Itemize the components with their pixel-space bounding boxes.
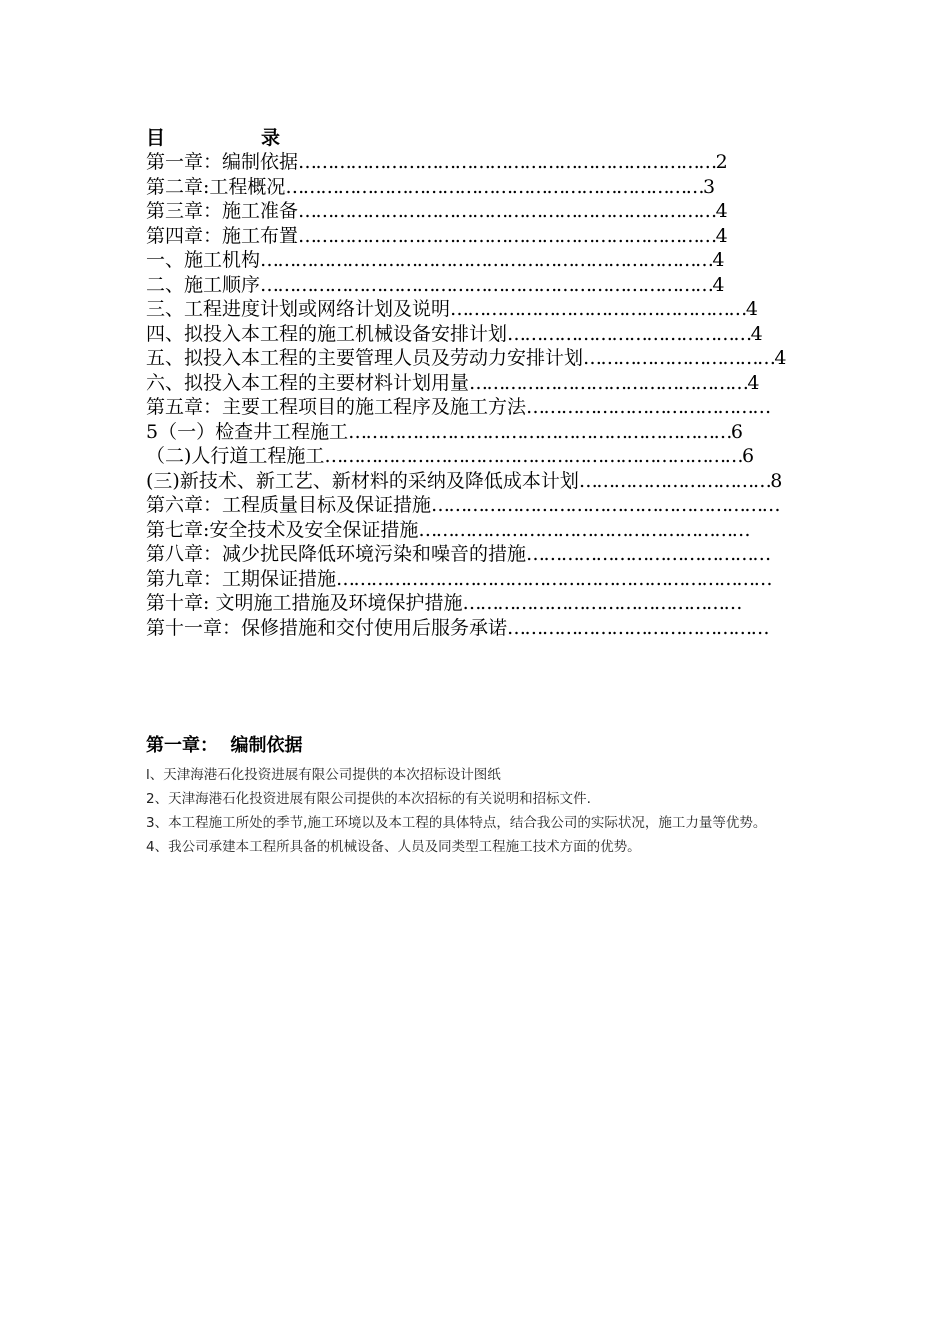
toc-entry — [146, 395, 866, 420]
toc-entry — [146, 371, 866, 396]
toc-entry — [146, 346, 866, 371]
toc-entry-page: 4 — [774, 347, 787, 369]
toc-entry-page: 8 — [770, 469, 783, 492]
toc-entry — [146, 273, 866, 298]
toc-entry — [146, 150, 866, 175]
toc-entry-label: 四、拟投入本工程的施工机械设备安排计划 — [146, 322, 508, 345]
toc-entry — [146, 542, 866, 567]
toc-entry-page: 2 — [715, 151, 728, 173]
toc-entry-page: 4 — [747, 371, 760, 394]
toc-entry-page: 3 — [703, 175, 716, 198]
toc-entry-label: 5（一）检查井工程施工 — [146, 420, 349, 443]
toc-entry-label: 第二章:工程概况 — [146, 175, 286, 198]
chapter-1-paragraph: 4、我公司承建本工程所具备的机械设备、人员及同类型工程施工技术方面的优势。 — [146, 839, 641, 855]
toc-entry-page: 4 — [712, 273, 725, 296]
toc-entry-label: 第三章：施工准备 — [146, 200, 299, 222]
toc-entry — [146, 518, 866, 543]
chapter-1-section — [146, 733, 866, 859]
toc-entry-page: 4 — [745, 298, 758, 320]
toc-entry-label: 五、拟投入本工程的主要管理人员及劳动力安排计划 — [146, 347, 584, 369]
toc-entry-page: 4 — [715, 224, 728, 247]
toc-entry-label: 第七章:安全技术及安全保证措施 — [146, 518, 419, 541]
toc-entry-leader: …………………………………………………………………… — [260, 273, 713, 296]
toc-entry-label: （二)人行道工程施工 — [146, 445, 325, 467]
toc-entry-label: 六、拟投入本工程的主要材料计划用量 — [146, 371, 470, 394]
toc-entry-label: 三、工程进度计划或网络计划及说明 — [146, 298, 451, 320]
toc-entry-leader: …………………………… — [578, 469, 771, 492]
toc-entry — [146, 591, 866, 616]
toc-entry-leader: …………………………………………………………………… — [260, 249, 713, 271]
chapter-1-paragraph: 2、天津海港石化投资进展有限公司提供的本次招标的有关说明和招标文件. — [146, 791, 591, 807]
toc-title-left: 目 — [146, 127, 166, 149]
toc-entry-label: 第八章：减少扰民降低环境污染和噪音的措施 — [146, 543, 527, 565]
table-of-contents — [146, 126, 866, 640]
toc-entry-label: 一、施工机构 — [146, 249, 261, 271]
toc-entry — [146, 248, 866, 273]
toc-entry-page: 4 — [715, 200, 728, 222]
toc-entry-leader: ………………………………………………………… — [348, 420, 731, 443]
toc-entry-leader: ……………………………………………………………… — [298, 151, 716, 173]
toc-entry-page: 4 — [712, 249, 725, 271]
toc-entry — [146, 297, 866, 322]
toc-entry-leader: ………………………………………………………………… — [336, 567, 772, 590]
chapter-1-heading: 第一章： 编制依据 — [146, 735, 303, 756]
toc-entry-leader: ……………………………………… — [507, 616, 769, 639]
toc-entry — [146, 493, 866, 518]
toc-entry-leader: …………………………………………… — [450, 298, 746, 320]
toc-entry-label: 第十一章：保修措施和交付使用后服务承诺 — [146, 616, 508, 639]
toc-entry — [146, 175, 866, 200]
toc-entry-leader: ………………………………………… — [469, 371, 748, 394]
toc-entry-leader: …………………………………… — [507, 322, 751, 345]
toc-entry-leader: …………………………………… — [526, 543, 770, 565]
toc-entry — [146, 224, 866, 249]
toc-entry — [146, 322, 866, 347]
toc-entry — [146, 199, 866, 224]
toc-entry — [146, 444, 866, 469]
toc-entry-leader: ………………………………………………… — [418, 518, 750, 541]
toc-entry-page: 4 — [750, 322, 763, 345]
toc-entry-label: 第五章：主要工程项目的施工程序及施工方法 — [146, 396, 527, 418]
toc-entry-leader: …………………………………… — [526, 396, 770, 418]
toc-entry — [146, 567, 866, 592]
toc-entry-page: 6 — [730, 420, 743, 443]
toc-entry-leader: ……………………………………………………………… — [324, 445, 743, 467]
toc-entry-label: 第九章：工期保证措施 — [146, 567, 337, 590]
toc-entry-label: 第六章：工程质量目标及保证措施 — [146, 494, 432, 516]
toc-entry-label: 第十章: 文明施工措施及环境保护措施 — [146, 592, 463, 614]
toc-entry-label: 第四章：施工布置 — [146, 224, 299, 247]
toc-entry-label: 第一章：编制依据 — [146, 151, 299, 173]
toc-title-right: 录 — [261, 127, 281, 149]
chapter-1-paragraph: l、天津海港石化投资进展有限公司提供的本次招标设计图纸 — [146, 767, 501, 783]
toc-entry-leader: ………………………………………… — [462, 592, 741, 614]
toc-entry-page: 6 — [742, 445, 755, 467]
toc-entry-leader: …………………………………………………… — [431, 494, 780, 516]
toc-entry-leader: ……………………………………………………………… — [298, 200, 716, 222]
toc-entry — [146, 469, 866, 494]
toc-entry-label: 二、施工顺序 — [146, 273, 261, 296]
toc-entry-leader: …………………………… — [583, 347, 775, 369]
toc-title — [146, 126, 866, 150]
toc-entry-leader: ……………………………………………………………… — [285, 175, 704, 198]
toc-entry-leader: ……………………………………………………………… — [298, 224, 716, 247]
toc-entry-label: (三)新技术、新工艺、新材料的采纳及降低成本计划 — [146, 469, 579, 492]
toc-entry — [146, 616, 866, 641]
toc-entry — [146, 420, 866, 445]
chapter-1-paragraph: 3、本工程施工所处的季节,施工环境以及本工程的具体特点，结合我公司的实际状况，施工力量等优势。 — [146, 815, 767, 831]
